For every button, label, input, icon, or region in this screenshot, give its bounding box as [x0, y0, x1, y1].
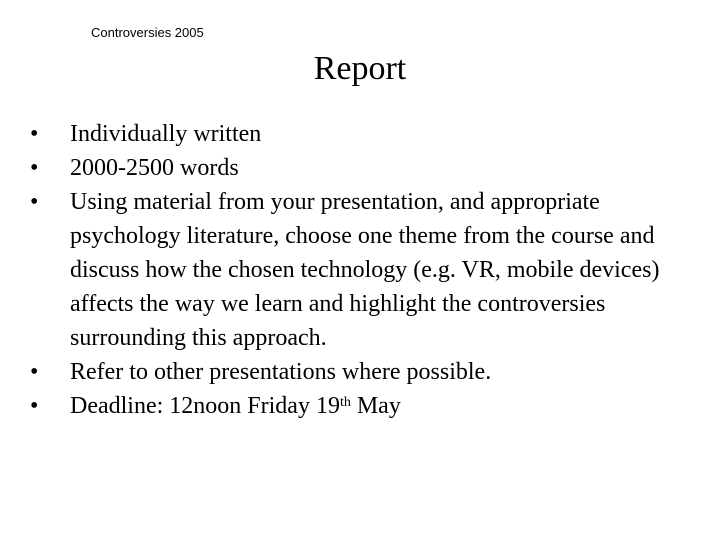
bullet-text: Using material from your presentation, and appropriate psychology literature, choose one theme from the course and discuss how the chosen technology (e.g. VR, mobile devices) affects the way we learn and highlight the controversies surrounding this approach.	[70, 189, 660, 351]
bullet-item	[30, 117, 690, 151]
bullet-item	[30, 355, 690, 389]
bullet-list	[30, 117, 690, 423]
bullet-icon: •	[30, 393, 39, 419]
bullet-icon: •	[30, 189, 39, 215]
bullet-item-deadline	[30, 389, 690, 423]
bullet-icon: •	[30, 359, 39, 385]
deadline-prefix: Deadline: 12noon Friday 19	[70, 393, 340, 419]
slide-title: Report	[313, 50, 407, 87]
bullet-text: Individually written	[70, 121, 262, 147]
bullet-item	[30, 185, 690, 355]
deadline-suffix: May	[350, 393, 401, 419]
bullet-icon: •	[30, 155, 39, 181]
bullet-text: 2000-2500 words	[70, 155, 239, 181]
bullet-text: Refer to other presentations where possible.	[70, 359, 492, 385]
deadline-superscript: th	[339, 395, 351, 410]
deadline-text	[70, 393, 401, 419]
bullet-item	[30, 151, 690, 185]
slide-header: Controversies 2005	[91, 25, 204, 40]
bullet-icon: •	[30, 121, 39, 147]
